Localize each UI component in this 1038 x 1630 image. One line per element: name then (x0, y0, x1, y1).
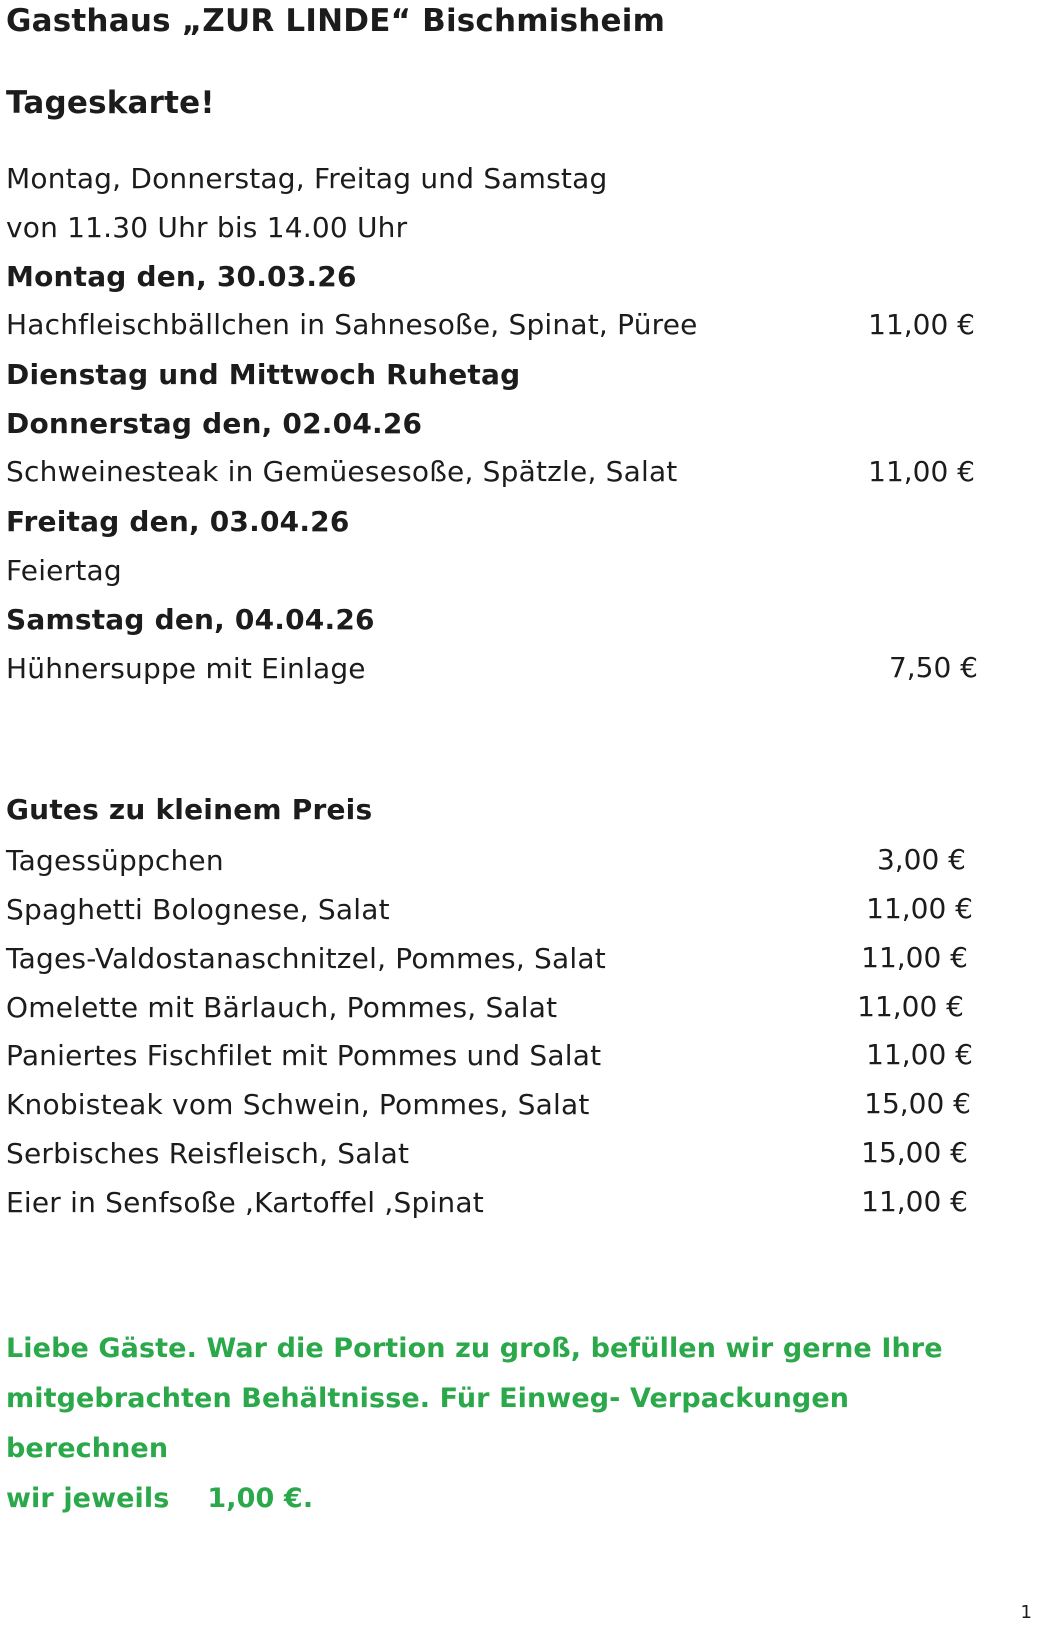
cheap-item-price: 11,00 € (866, 1038, 973, 1071)
cheap-item-name: Paniertes Fischfilet mit Pommes und Salat (6, 1039, 602, 1072)
cheap-item-price: 11,00 € (861, 1185, 968, 1218)
day-heading-monday: Montag den, 30.03.26 (6, 260, 357, 293)
cheap-item-price: 15,00 € (864, 1087, 971, 1120)
dish-saturday: Hühnersuppe mit Einlage (6, 652, 366, 685)
cheap-item-name: Tages-Valdostanaschnitzel, Pommes, Salat (6, 942, 606, 975)
price-monday: 11,00 € (868, 308, 975, 341)
opening-days: Montag, Donnerstag, Freitag und Samstag (6, 162, 608, 195)
guest-note-line-1: Liebe Gäste. War die Portion zu groß, befüllen wir gerne Ihre (6, 1333, 943, 1364)
cheap-item-price: 15,00 € (861, 1136, 968, 1169)
dish-friday: Feiertag (6, 554, 122, 587)
cheap-section-heading: Gutes zu kleinem Preis (6, 793, 373, 826)
cheap-item-price: 3,00 € (876, 843, 966, 876)
cheap-item-name: Spaghetti Bolognese, Salat (6, 893, 390, 926)
day-heading-saturday: Samstag den, 04.04.26 (6, 603, 375, 636)
day-heading-friday: Freitag den, 03.04.26 (6, 505, 350, 538)
cheap-item-price: 11,00 € (857, 990, 964, 1023)
day-heading-thursday: Donnerstag den, 02.04.26 (6, 407, 423, 440)
restaurant-title: Gasthaus „ZUR LINDE“ Bischmisheim (6, 3, 666, 39)
price-thursday: 11,00 € (868, 455, 975, 488)
guest-note-line-2: mitgebrachten Behältnisse. Für Einweg- Verpackungen berechnen (6, 1383, 850, 1464)
dish-monday: Hachfleischbällchen in Sahnesoße, Spinat, Püree (6, 308, 698, 341)
cheap-item-name: Omelette mit Bärlauch, Pommes, Salat (6, 991, 558, 1024)
cheap-item-name: Tagessüppchen (6, 844, 224, 877)
cheap-item-price: 11,00 € (866, 892, 973, 925)
guest-note-line-3: wir jeweils 1,00 €. (6, 1483, 314, 1514)
page-number: 1 (1020, 1602, 1032, 1623)
guest-note (6, 1324, 1016, 1524)
price-saturday: 7,50 € (888, 651, 978, 684)
opening-hours: von 11.30 Uhr bis 14.00 Uhr (6, 211, 408, 244)
cheap-item-name: Eier in Senfsoße ,Kartoffel ,Spinat (6, 1186, 484, 1219)
cheap-item-name: Knobisteak vom Schwein, Pommes, Salat (6, 1088, 590, 1121)
rest-days-heading: Dienstag und Mittwoch Ruhetag (6, 358, 521, 391)
dish-thursday: Schweinesteak in Gemüesesoße, Spätzle, Salat (6, 455, 678, 488)
menu-subtitle: Tageskarte! (6, 85, 215, 121)
cheap-item-price: 11,00 € (861, 941, 968, 974)
cheap-item-name: Serbisches Reisfleisch, Salat (6, 1137, 410, 1170)
